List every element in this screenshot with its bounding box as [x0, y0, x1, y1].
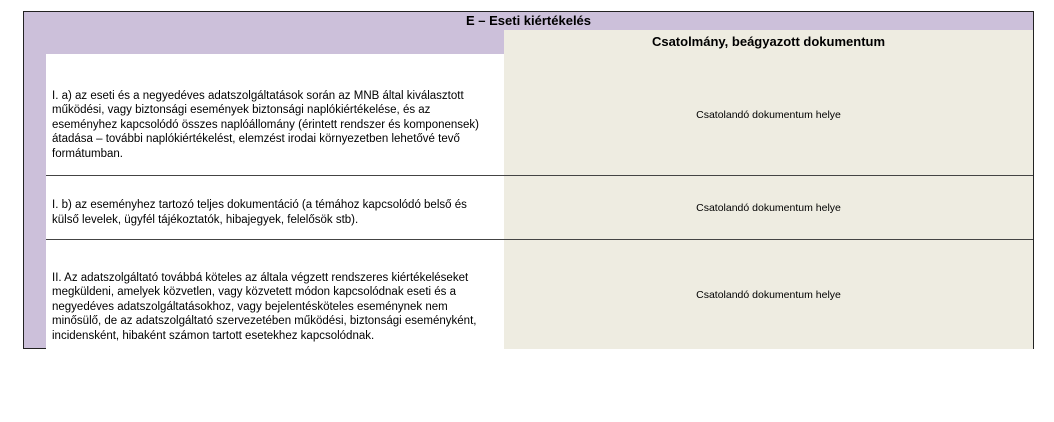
- row-description-cell: [46, 54, 504, 175]
- row-description: II. Az adatszolgáltató továbbá köteles az általa végzett rendszeres kiértékeléseket megküldeni, amelyek közvetlen, vagy közvetett módon kapcsolódnak eseti és a negyedéves adatszolgáltatásokhoz, vagy bejelentésköteles eseménynek nem minősülő, de az adatszolgáltató szervezetében működési, biztonsági eseményként, incidensként, hibaként számon tartott esetekhez kapcsolódnak.: [52, 271, 477, 342]
- row-description-cell: [46, 240, 504, 349]
- attachment-cell[interactable]: [504, 240, 1033, 349]
- attachment-placeholder: Csatolandó dokumentum helye: [696, 288, 841, 301]
- row-description: I. a) az eseti és a negyedéves adatszolgáltatások során az MNB által kiválasztott működési, vagy biztonsági események biztonsági naplókiértékelése, és az eseményhez kapcsolódó összes naplóállomány (érintett rendszer és komponensek) átadása – további naplókiértékelést, elemzést irodai környezetben lehetővé tevő formátumban.: [52, 89, 480, 160]
- left-stripe: [24, 30, 46, 348]
- attachment-placeholder: Csatolandó dokumentum helye: [696, 108, 841, 121]
- attachment-cell[interactable]: [504, 176, 1033, 239]
- table-row: [46, 176, 1033, 240]
- table-row: [46, 240, 1033, 349]
- evaluation-table: [23, 11, 1034, 349]
- row-description: I. b) az eseményhez tartozó teljes dokumentáció (a témához kapcsolódó belső és külső levelek, ügyfél tájékoztatók, hibajegyek, felelősök stb).: [52, 199, 467, 226]
- attachment-cell[interactable]: [504, 54, 1033, 175]
- table-row: [46, 54, 1033, 176]
- row-description-cell: [46, 176, 504, 239]
- section-title: E – Eseti kiértékelés: [24, 12, 1033, 31]
- header-left-cell: [46, 30, 504, 54]
- attachment-column-header: Csatolmány, beágyazott dokumentum: [504, 30, 1033, 54]
- attachment-placeholder: Csatolandó dokumentum helye: [696, 201, 841, 214]
